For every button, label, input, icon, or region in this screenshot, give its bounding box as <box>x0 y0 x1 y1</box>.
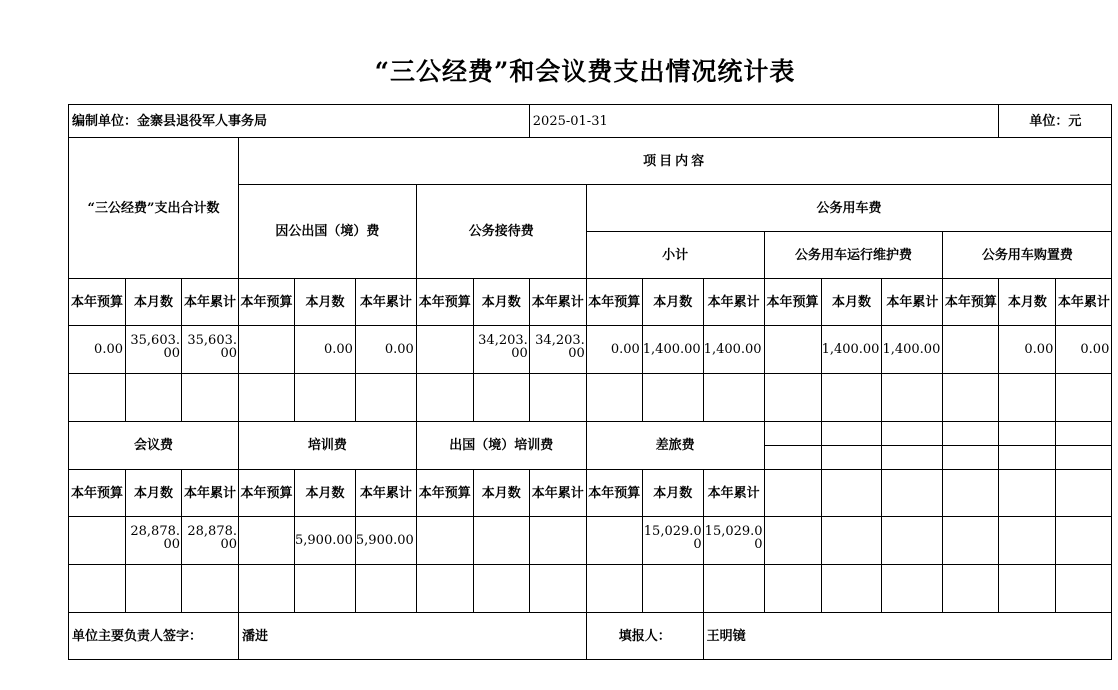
value-cell: 34,203.00 <box>529 326 586 374</box>
statistics-table <box>68 104 1112 660</box>
vehicle-buy-header: 公务用车购置费 <box>943 232 1112 279</box>
cumulative-label: 本年累计 <box>703 279 764 326</box>
cumulative-label: 本年累计 <box>529 279 586 326</box>
month-label: 本月数 <box>642 279 703 326</box>
compiling-unit: 编制单位：金寨县退役军人事务局 <box>69 105 530 138</box>
month-label: 本月数 <box>473 279 529 326</box>
leader-label: 单位主要负责人签字： <box>69 613 239 660</box>
value-cell <box>764 326 821 374</box>
value-cell: 34,203.00 <box>473 326 529 374</box>
total-header: “三公经费”支出合计数 <box>69 138 239 279</box>
budget-label: 本年预算 <box>239 279 295 326</box>
value-cell <box>586 517 642 565</box>
value-cell: 1,400.00 <box>703 326 764 374</box>
value-cell <box>416 517 473 565</box>
budget-label: 本年预算 <box>586 279 642 326</box>
project-header: 项目内容 <box>239 138 1112 185</box>
currency-unit: 单位：元 <box>999 105 1112 138</box>
value-cell <box>416 326 473 374</box>
training-header: 培训费 <box>239 422 417 470</box>
value-cell: 0.00 <box>69 326 126 374</box>
report-title: “三公经费”和会议费支出情况统计表 <box>374 57 796 86</box>
budget-label: 本年预算 <box>239 470 295 517</box>
month-label: 本月数 <box>126 470 182 517</box>
cumulative-label: 本年累计 <box>355 279 416 326</box>
budget-label: 本年预算 <box>943 279 999 326</box>
value-cell: 0.00 <box>355 326 416 374</box>
value-cell: 1,400.00 <box>821 326 882 374</box>
value-cell <box>943 326 999 374</box>
value-cell <box>239 326 295 374</box>
leader-name: 潘进 <box>239 613 417 660</box>
cumulative-label: 本年累计 <box>882 279 943 326</box>
report-date: 2025-01-31 <box>529 105 999 138</box>
budget-label: 本年预算 <box>69 470 126 517</box>
vehicle-header: 公务用车费 <box>586 185 1112 232</box>
reception-header: 公务接待费 <box>416 185 586 279</box>
value-cell: 0.00 <box>1056 326 1112 374</box>
value-cell: 5,900.00 <box>295 517 356 565</box>
meeting-header: 会议费 <box>69 422 239 470</box>
table-row <box>69 517 1112 565</box>
value-cell: 35,603.00 <box>182 326 239 374</box>
budget-label: 本年预算 <box>69 279 126 326</box>
travel-header: 差旅费 <box>586 422 764 470</box>
budget-label: 本年预算 <box>416 470 473 517</box>
filler-name: 王明镜 <box>703 613 1112 660</box>
vehicle-run-header: 公务用车运行维护费 <box>764 232 943 279</box>
month-label: 本月数 <box>295 279 356 326</box>
cumulative-label: 本年累计 <box>355 470 416 517</box>
month-label: 本月数 <box>999 279 1056 326</box>
abroad-training-header: 出国（境）培训费 <box>416 422 586 470</box>
budget-label: 本年预算 <box>586 470 642 517</box>
value-cell: 1,400.00 <box>642 326 703 374</box>
month-label: 本月数 <box>126 279 182 326</box>
value-cell: 0.00 <box>586 326 642 374</box>
cumulative-label: 本年累计 <box>182 470 239 517</box>
value-cell: 15,029.00 <box>642 517 703 565</box>
filler-label: 填报人： <box>586 613 703 660</box>
cumulative-label: 本年累计 <box>1056 279 1112 326</box>
value-cell <box>69 517 126 565</box>
value-cell: 1,400.00 <box>882 326 943 374</box>
value-cell: 0.00 <box>999 326 1056 374</box>
cumulative-label: 本年累计 <box>529 470 586 517</box>
value-cell: 28,878.00 <box>182 517 239 565</box>
value-cell: 28,878.00 <box>126 517 182 565</box>
table-row <box>69 326 1112 374</box>
cumulative-label: 本年累计 <box>703 470 764 517</box>
value-cell: 0.00 <box>295 326 356 374</box>
value-cell <box>239 517 295 565</box>
column-labels-row <box>69 279 1112 326</box>
value-cell: 35,603.00 <box>126 326 182 374</box>
abroad-header: 因公出国（境）费 <box>239 185 417 279</box>
value-cell: 5,900.00 <box>355 517 416 565</box>
budget-label: 本年预算 <box>416 279 473 326</box>
budget-label: 本年预算 <box>764 279 821 326</box>
empty-row <box>69 565 1112 613</box>
value-cell <box>529 517 586 565</box>
empty-row <box>69 374 1112 422</box>
column-labels-row <box>69 470 1112 517</box>
cumulative-label: 本年累计 <box>182 279 239 326</box>
subtotal-header: 小计 <box>586 232 764 279</box>
month-label: 本月数 <box>473 470 529 517</box>
value-cell <box>473 517 529 565</box>
value-cell: 15,029.00 <box>703 517 764 565</box>
month-label: 本月数 <box>642 470 703 517</box>
month-label: 本月数 <box>821 279 882 326</box>
month-label: 本月数 <box>295 470 356 517</box>
